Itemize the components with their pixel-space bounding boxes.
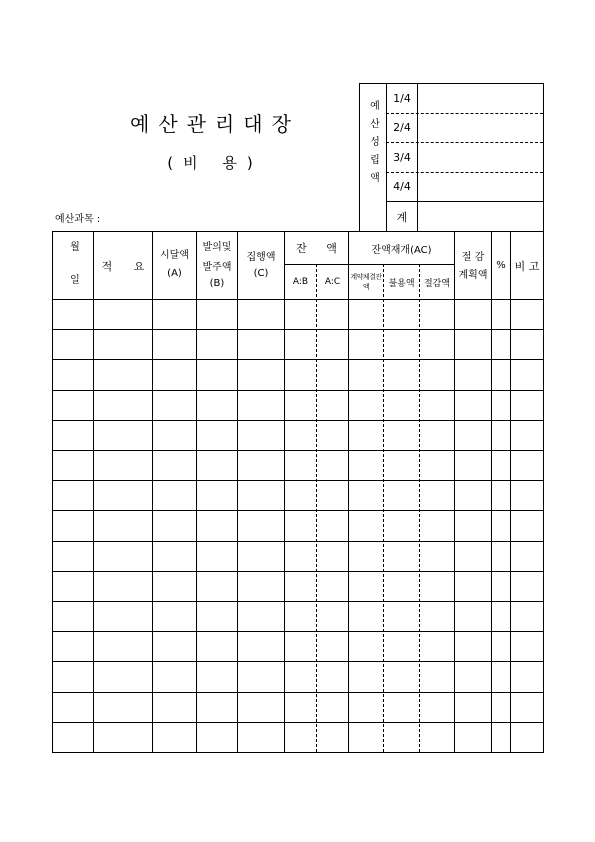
header-commitment — [197, 232, 237, 299]
header-execution-code: (C) — [253, 268, 269, 279]
header-commitment-code: (B) — [209, 278, 225, 289]
quarter-label: 3/4 — [393, 150, 411, 164]
quarter-value-cell[interactable] — [418, 172, 543, 201]
header-commitment-line2: 발주액 — [202, 262, 232, 273]
header-balance-ab: A:B — [292, 277, 309, 287]
header-execution — [238, 232, 284, 299]
row-divider — [52, 480, 544, 481]
document-subtitle: (비 용) — [167, 154, 263, 172]
document-title: 예산관리대장 — [130, 112, 300, 136]
table-row[interactable] — [53, 632, 543, 661]
quarter-value-cell[interactable] — [418, 84, 543, 113]
header-request — [153, 232, 196, 299]
header-balance-ac: A:C — [324, 277, 341, 287]
header-request-code: (A) — [167, 268, 182, 279]
table-row[interactable] — [53, 511, 543, 540]
header-reduction-line2: 계획액 — [458, 270, 488, 281]
row-divider — [52, 692, 544, 693]
header-summary: 적 요 — [101, 259, 145, 273]
row-divider — [52, 420, 544, 421]
header-rebalance-contract: 계약체결잔액 — [350, 273, 382, 291]
table-row[interactable] — [53, 300, 543, 329]
table-row[interactable] — [53, 330, 543, 359]
header-execution-label: 집행액 — [246, 252, 276, 263]
table-row[interactable] — [53, 360, 543, 389]
table-row[interactable] — [53, 693, 543, 722]
table-row[interactable] — [53, 602, 543, 631]
row-divider — [52, 601, 544, 602]
header-remarks: 비 고 — [514, 259, 540, 273]
header-reduction-plan — [455, 232, 491, 299]
table-row[interactable] — [53, 421, 543, 450]
row-divider — [52, 541, 544, 542]
total-label: 계 — [396, 210, 408, 224]
quarter-label: 2/4 — [393, 121, 411, 134]
row-divider — [52, 329, 544, 330]
quarter-label: 1/4 — [393, 92, 411, 105]
header-rebalance-saving: 절감액 — [423, 278, 451, 289]
row-divider — [52, 510, 544, 511]
header-date: 월 일 — [67, 241, 79, 290]
header-rebalance-unused: 불용액 — [388, 278, 415, 289]
header-balance: 잔 액 — [296, 242, 337, 255]
table-row[interactable] — [53, 542, 543, 571]
table-row[interactable] — [53, 481, 543, 510]
quarter-value-cell[interactable] — [418, 113, 543, 142]
allocation-side-label: 예산성립액 — [367, 99, 379, 190]
row-divider — [52, 631, 544, 632]
budget-account-label: 예산과목 : — [55, 214, 101, 225]
table-row[interactable] — [53, 572, 543, 601]
row-divider — [52, 359, 544, 360]
table-row[interactable] — [53, 723, 543, 752]
header-request-label: 시달액 — [160, 250, 189, 261]
header-percent: % — [496, 260, 506, 271]
quarter-value-cell[interactable] — [418, 142, 543, 172]
table-row[interactable] — [53, 662, 543, 691]
row-divider — [52, 450, 544, 451]
total-value-cell[interactable] — [418, 202, 543, 231]
table-row[interactable] — [53, 391, 543, 420]
table-row[interactable] — [53, 451, 543, 480]
row-divider — [52, 390, 544, 391]
header-commitment-line1: 발의및 — [202, 242, 232, 253]
header-rebalance: 잔액재개(AC) — [371, 244, 432, 256]
header-reduction-line1: 절 감 — [461, 252, 485, 263]
row-divider — [52, 661, 544, 662]
quarter-label: 4/4 — [393, 180, 411, 193]
row-divider — [52, 571, 544, 572]
row-divider — [52, 722, 544, 723]
